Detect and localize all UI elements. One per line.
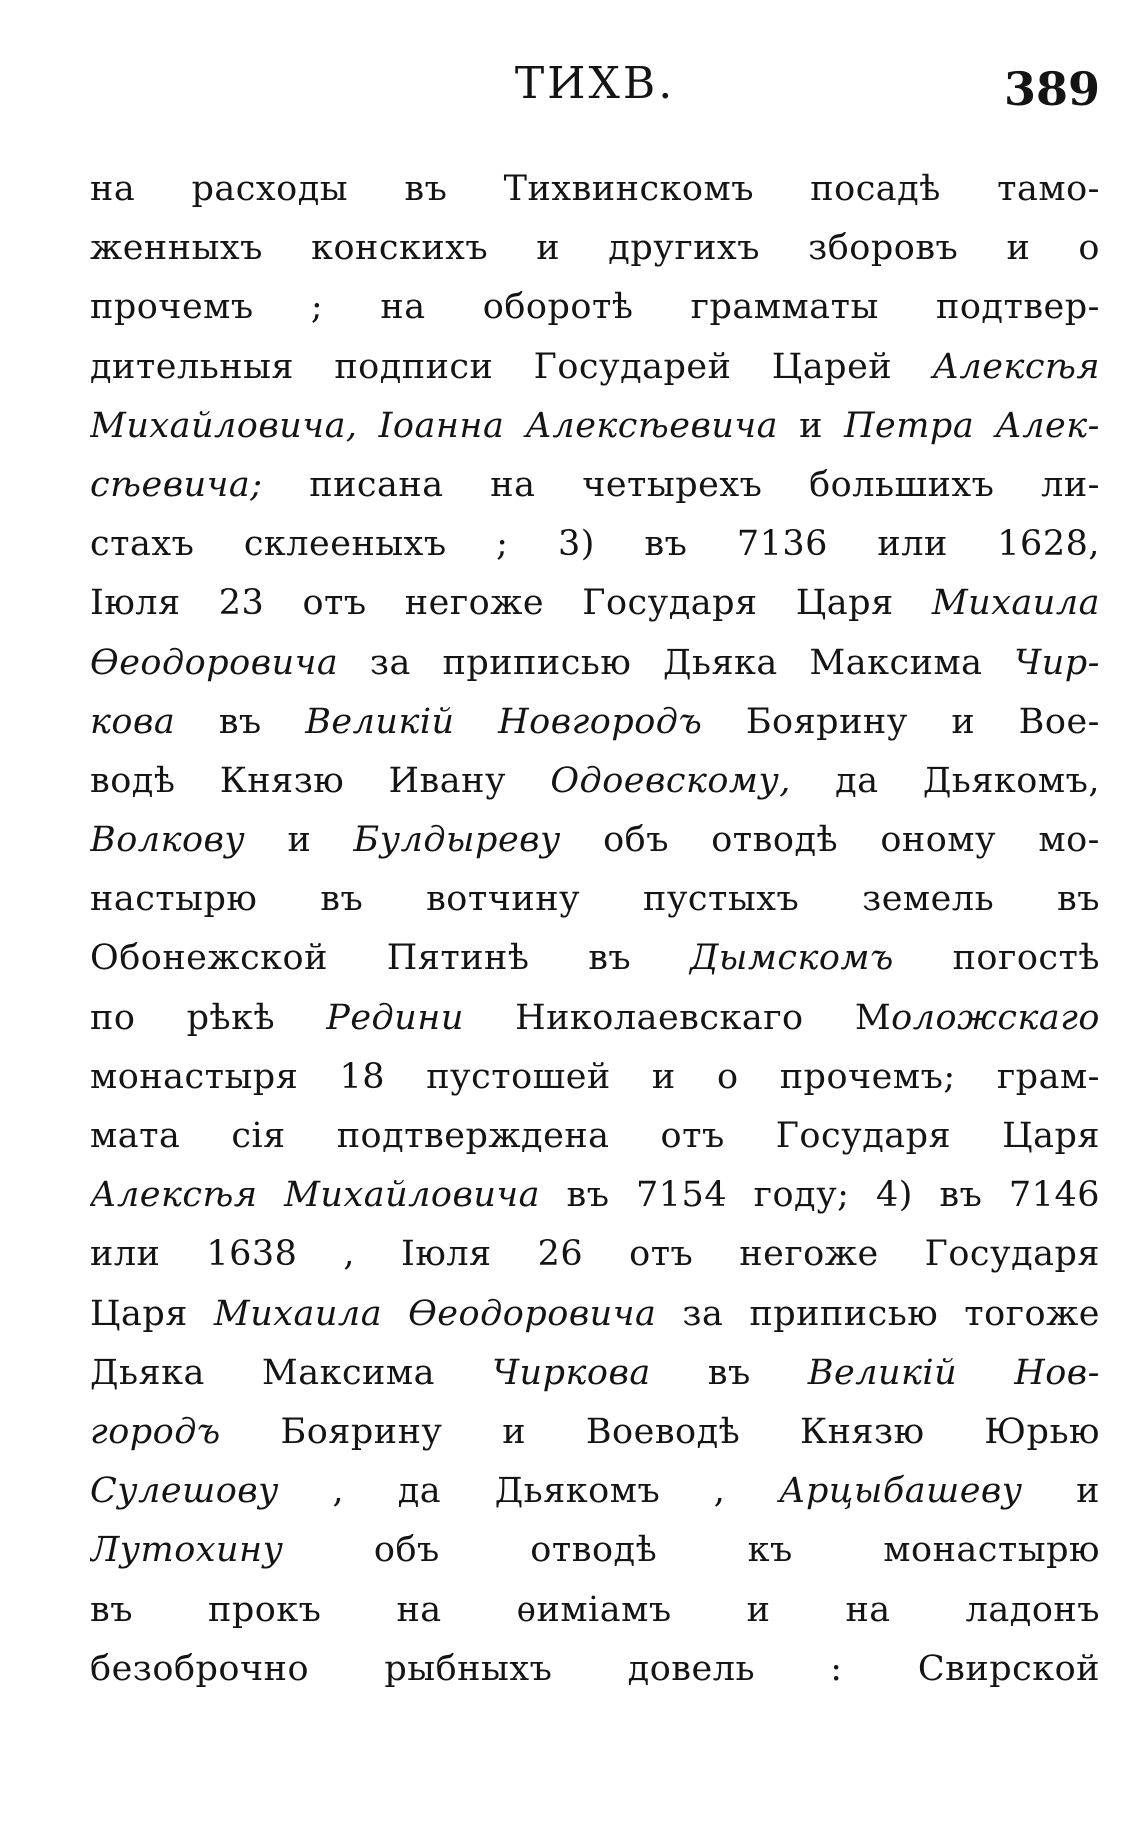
italic-run: Алексѣя Михайловича <box>90 1175 541 1216</box>
italic-run: Михайловича, Іоанна Алексѣевича <box>90 405 779 446</box>
text-run: по рѣкѣ <box>90 997 327 1038</box>
text-line <box>90 929 1100 988</box>
italic-run: сѣевича; <box>90 464 263 505</box>
text-line <box>90 989 1100 1048</box>
page-number: 389 <box>1003 62 1100 116</box>
text-line <box>90 1225 1100 1284</box>
running-head <box>90 48 1100 118</box>
text-run: въ прокъ на ѳиміамъ и на ладонъ <box>90 1589 1100 1630</box>
text-line <box>90 1107 1100 1166</box>
text-run: и <box>245 820 354 861</box>
text-line <box>90 752 1100 811</box>
text-run: дительныя подписи Государей Царей <box>90 346 933 387</box>
text-run: объ отводѣ къ монастырю <box>283 1530 1100 1571</box>
italic-run: оложскаго <box>891 997 1100 1038</box>
italic-run: Лутохину <box>90 1530 284 1571</box>
text-line <box>90 1285 1100 1344</box>
text-line <box>90 870 1100 929</box>
text-line <box>90 160 1100 219</box>
text-run: погостѣ <box>893 938 1100 979</box>
italic-run: Михаила <box>931 583 1100 624</box>
italic-run: городъ <box>90 1411 221 1452</box>
text-run: Обонежской Пятинѣ въ <box>90 938 690 979</box>
text-run: монастыря 18 пустошей и о прочемъ; грам- <box>90 1056 1100 1097</box>
italic-run: Волкову <box>90 820 246 861</box>
text-run: въ <box>175 701 306 742</box>
italic-run: Михаила Ѳеодоровича <box>213 1293 657 1334</box>
italic-run: Арцыбашеву <box>779 1471 1023 1512</box>
text-run: настырю въ вотчину пустыхъ земель въ <box>90 879 1100 920</box>
italic-run: Редини <box>326 997 464 1038</box>
text-run: прочемъ ; на оборотѣ грамматы подтвер- <box>90 287 1100 328</box>
text-run: и <box>778 405 844 446</box>
text-run: въ <box>650 1352 808 1393</box>
italic-run: Чир- <box>1014 642 1100 683</box>
text-line <box>90 456 1100 515</box>
text-run: стахъ склееныхъ ; 3) въ 7136 или 1628, <box>90 524 1100 565</box>
body-text <box>90 160 1100 1699</box>
text-run: мата сія подтверждена отъ Государя Царя <box>90 1116 1100 1156</box>
italic-run: Сулешову <box>90 1471 279 1512</box>
text-line <box>90 219 1100 278</box>
text-run: за приписью тогоже <box>656 1293 1100 1334</box>
italic-run: Великій Новгородъ <box>305 701 703 742</box>
italic-run: Алексѣя <box>932 346 1100 387</box>
italic-run: Петра Алек- <box>844 405 1100 446</box>
text-run: и <box>1022 1471 1100 1512</box>
text-run: объ отводѣ оному мо- <box>560 820 1100 861</box>
text-run: Царя <box>90 1293 214 1334</box>
text-line <box>90 574 1100 633</box>
italic-run: Великій Нов- <box>807 1352 1100 1393</box>
text-run: Николаевскаго М <box>463 997 892 1038</box>
text-run: безоброчно рыбныхъ довель : Свирской <box>90 1648 1100 1689</box>
text-line <box>90 515 1100 574</box>
text-line <box>90 811 1100 870</box>
text-line <box>90 1403 1100 1462</box>
text-line <box>90 1521 1100 1580</box>
text-line <box>90 1048 1100 1107</box>
text-run: за приписью Дьяка Максима <box>338 642 1015 683</box>
text-run: писана на четырехъ большихъ ли- <box>262 464 1100 505</box>
text-run: , да Дьякомъ , <box>278 1471 779 1512</box>
text-run: да Дьякомъ, <box>790 760 1100 801</box>
text-line <box>90 693 1100 752</box>
text-run: Боярину и Воеводѣ Князю Юрью <box>220 1411 1100 1452</box>
text-line <box>90 1462 1100 1521</box>
italic-run: кова <box>90 701 176 742</box>
running-head-title: ТИХВ. <box>514 58 676 109</box>
text-line <box>90 1581 1100 1640</box>
text-line <box>90 1166 1100 1225</box>
text-line <box>90 634 1100 693</box>
text-line <box>90 338 1100 397</box>
text-line <box>90 397 1100 456</box>
text-line <box>90 278 1100 337</box>
text-run: водѣ Князю Ивану <box>90 760 551 801</box>
text-line <box>90 1640 1100 1699</box>
text-run: Іюля 23 отъ негоже Государя Царя <box>90 583 932 624</box>
italic-run: Ѳеодоровича <box>90 642 339 683</box>
text-run: на расходы въ Тихвинскомъ посадѣ тамо- <box>90 169 1100 209</box>
italic-run: Чиркова <box>492 1352 651 1393</box>
text-line <box>90 1344 1100 1403</box>
text-run: или 1638 , Іюля 26 отъ негоже Государя <box>90 1234 1100 1275</box>
text-run: въ 7154 году; 4) въ 7146 <box>540 1175 1100 1216</box>
italic-run: Одоевскому, <box>550 760 791 801</box>
italic-run: Дымскомъ <box>689 938 894 979</box>
text-run: Боярину и Вое- <box>702 701 1100 742</box>
text-run: женныхъ конскихъ и другихъ зборовъ и о <box>90 228 1100 269</box>
text-run: Дьяка Максима <box>90 1352 492 1393</box>
italic-run: Булдыреву <box>353 820 561 861</box>
